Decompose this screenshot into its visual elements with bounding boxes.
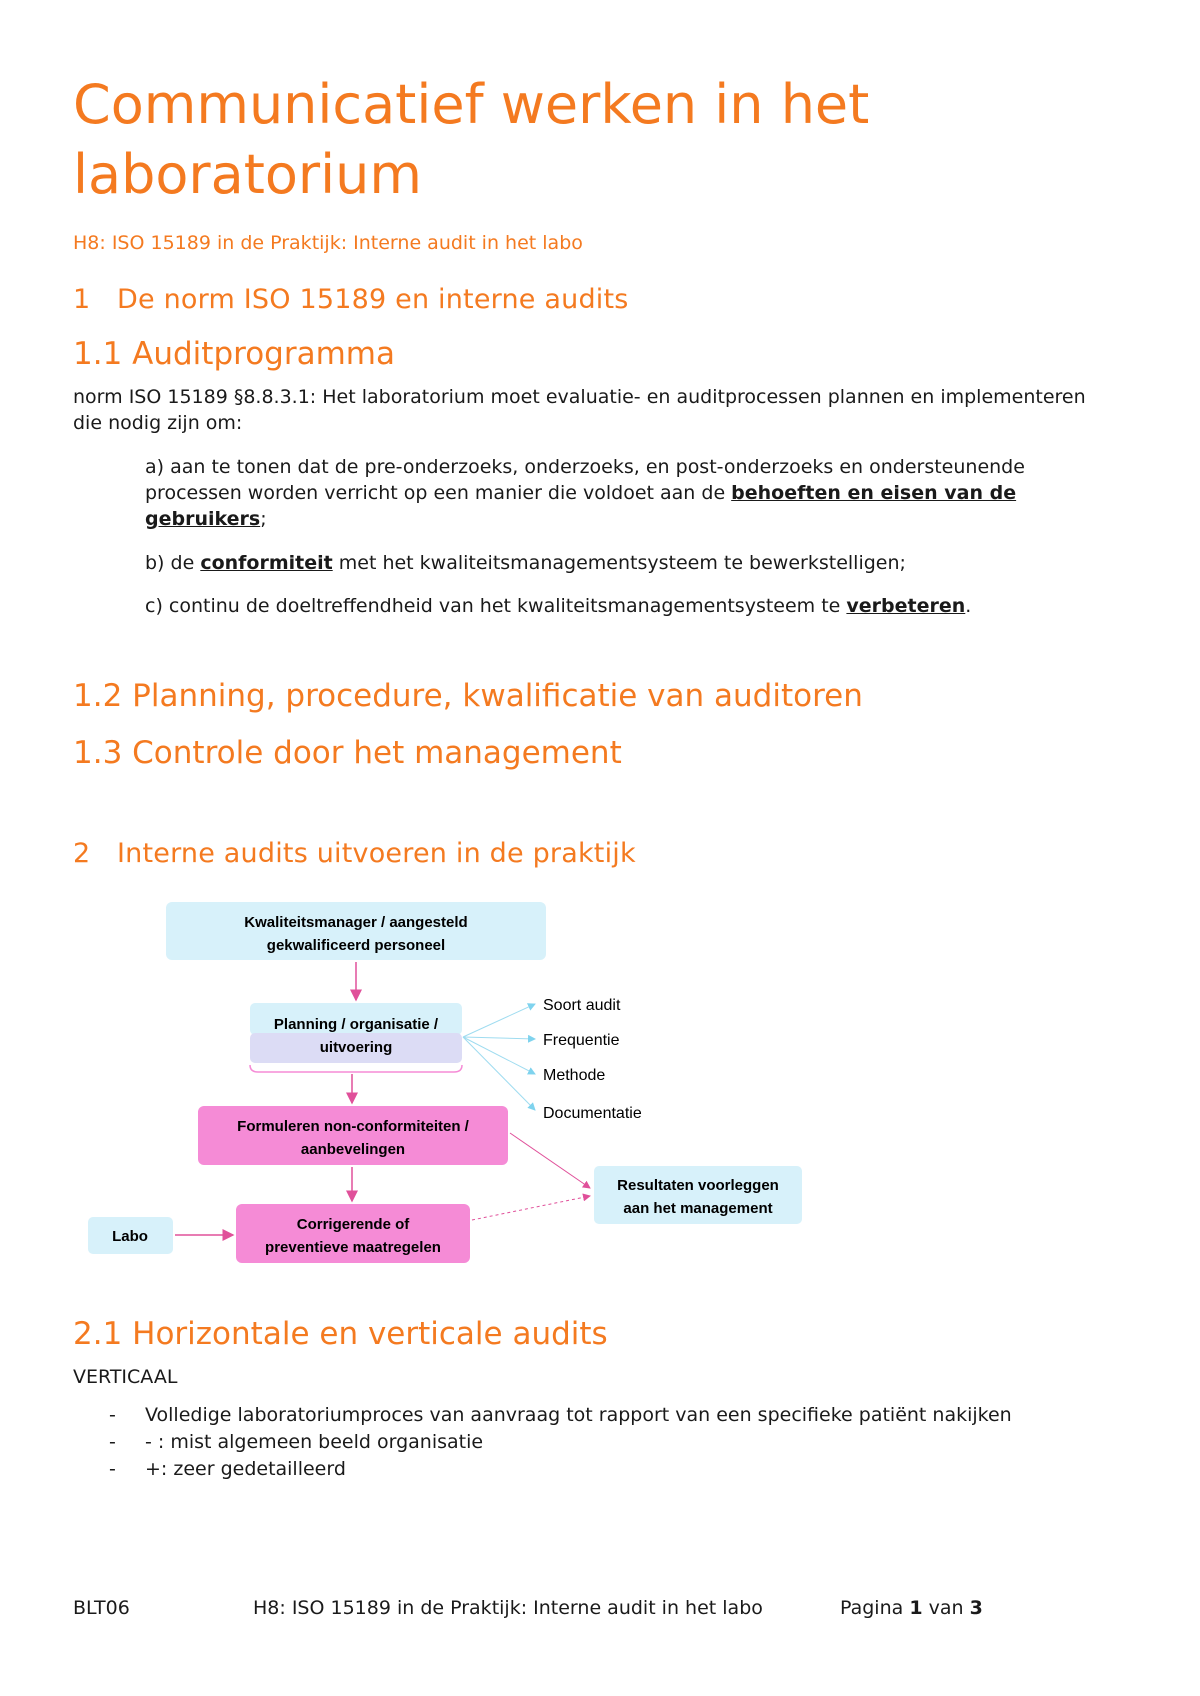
heading-number: 1 bbox=[73, 284, 91, 315]
box-corrective-line1: Corrigerende of bbox=[296, 1216, 410, 1233]
box-labo-label: Labo bbox=[112, 1228, 148, 1245]
box-quality-manager-line1: Kwaliteitsmanager / aangesteld bbox=[244, 914, 468, 931]
list-item: - +: zeer gedetailleerd bbox=[109, 1458, 346, 1480]
branch-soort-audit: Soort audit bbox=[543, 997, 621, 1014]
arrow-3-5 bbox=[510, 1133, 590, 1188]
list-item-c: c) continu de doeltreffendheid van het kwaliteitsmanagementsysteem te verbeteren. bbox=[145, 595, 972, 617]
heading-section-1-3: 1.3 Controle door het management bbox=[73, 735, 622, 771]
heading-section-2-1: 2.1 Horizontale en verticale audits bbox=[73, 1316, 608, 1352]
document-subtitle: H8: ISO 15189 in de Praktijk: Interne audit in het labo bbox=[73, 232, 583, 254]
box-planning-line2: uitvoering bbox=[319, 1039, 393, 1056]
emphasis-improve: verbeteren bbox=[846, 595, 966, 617]
list-item: - - : mist algemeen beeld organisatie bbox=[109, 1431, 484, 1453]
intro-paragraph: norm ISO 15189 §8.8.3.1: Het laboratorium moet evaluatie- en auditprocessen plannen en implementeren die nodig zijn om: bbox=[73, 386, 1086, 434]
branch-frequentie: Frequentie bbox=[543, 1032, 620, 1049]
arrow-frequentie bbox=[463, 1037, 535, 1039]
arrow-methode bbox=[463, 1037, 535, 1074]
vertical-bullet-list bbox=[73, 1402, 1012, 1483]
list-item-a: a) aan te tonen dat de pre-onderzoeks, onderzoeks, en post-onderzoeks en ondersteunende processen worden verricht op een manier die voldoet aan de behoeften en eisen van de gebruikers; bbox=[145, 456, 1025, 530]
branch-documentatie: Documentatie bbox=[543, 1105, 642, 1122]
branch-methode: Methode bbox=[543, 1067, 606, 1084]
list-item-b: b) de conformiteit met het kwaliteitsmanagementsysteem te bewerkstelligen; bbox=[145, 552, 906, 574]
heading-section-1-2: 1.2 Planning, procedure, kwalificatie van auditoren bbox=[73, 678, 863, 714]
heading-label: De norm ISO 15189 en interne audits bbox=[117, 284, 629, 315]
heading-section-1-1: 1.1 Auditprogramma bbox=[73, 336, 395, 372]
arrow-4-5 bbox=[472, 1196, 590, 1220]
box-quality-manager-line2: gekwalificeerd personeel bbox=[266, 937, 446, 954]
heading-label: Interne audits uitvoeren in de praktijk bbox=[117, 838, 636, 869]
list-item: - Volledige laboratoriumproces van aanvraag tot rapport van een specifieke patiënt nakijken bbox=[109, 1404, 1012, 1426]
vertical-label: VERTICAAL bbox=[73, 1366, 178, 1388]
box-results-line2: aan het management bbox=[623, 1200, 773, 1217]
footer-code: BLT06 bbox=[73, 1597, 130, 1619]
box-corrective-line2: preventieve maatregelen bbox=[265, 1239, 441, 1256]
box-results-line1: Resultaten voorleggen bbox=[617, 1177, 779, 1194]
emphasis-needs: behoeften en eisen van de gebruikers bbox=[145, 482, 1017, 530]
box-planning-line1: Planning / organisatie / bbox=[273, 1016, 439, 1033]
arrow-documentatie bbox=[463, 1037, 535, 1110]
heading-number: 2 bbox=[73, 838, 91, 869]
box-planning-underline bbox=[250, 1065, 462, 1072]
box-non-conformities-line1: Formuleren non-conformiteiten / bbox=[237, 1118, 469, 1135]
box-non-conformities-line2: aanbevelingen bbox=[300, 1141, 406, 1158]
footer-title: H8: ISO 15189 in de Praktijk: Interne audit in het labo bbox=[253, 1597, 763, 1619]
emphasis-conformity: conformiteit bbox=[200, 552, 333, 574]
document-title: Communicatief werken in het laboratorium bbox=[73, 73, 870, 206]
footer-page-number: Pagina 1 van 3 bbox=[840, 1597, 983, 1619]
arrow-soort-audit bbox=[463, 1004, 535, 1037]
